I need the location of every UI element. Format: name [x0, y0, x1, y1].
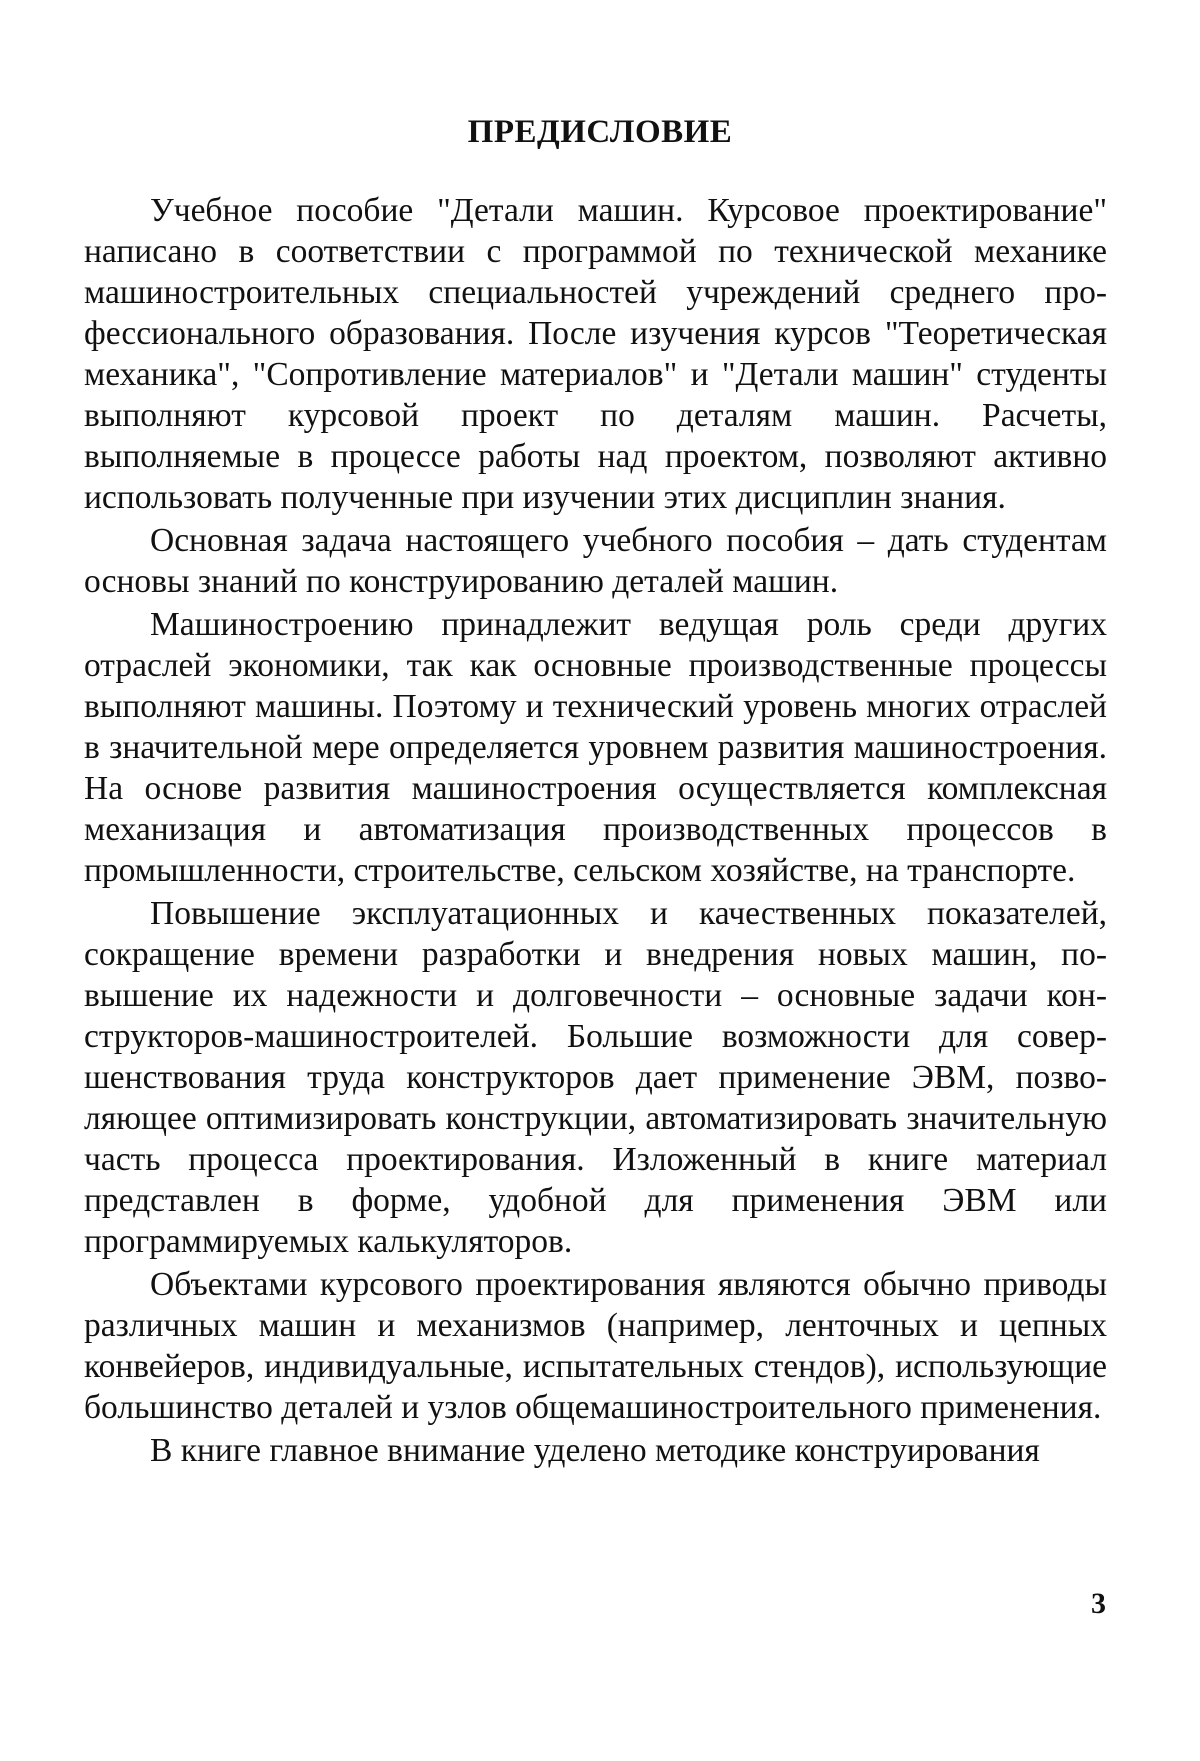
page-number: 3	[1091, 1587, 1106, 1620]
paragraph-1: Учебное пособие "Детали машин. Курсовое проектирование" написано в соответствии с программой по технической механике машиностроительных специальностей учреждений среднего профессионального образования. После изучения курсов "Теоретическая механика", "Сопротивление материалов" и "Детали машин" студенты выполняют курсовой проект по деталям машин. Расчеты, выполняемые в процессе работы над проектом, позволяют активно использовать полученные при изучении этих дисциплин знания.	[84, 192, 1107, 516]
paragraph-5: Объектами курсового проектирования являются обычно приводы различных машин и механизмов (например, ленточных и цепных конвейеров, индивидуальные, испытательных стендов), использующие большинство деталей и узлов общемашиностроительного применения.	[84, 1266, 1107, 1426]
paragraph-2: Основная задача настоящего учебного пособия – дать студентам основы знаний по конструированию деталей машин.	[84, 522, 1107, 600]
body-text	[84, 190, 1107, 1471]
page-title: ПРЕДИСЛОВИЕ	[467, 114, 733, 150]
paragraph-6: В книге главное внимание уделено методике конструирования	[150, 1432, 1040, 1469]
paragraph-3: Машиностроению принадлежит ведущая роль среди других отраслей экономики, так как основные производственные процессы выполняют машины. Поэтому и технический уровень многих отраслей в значительной мере определяется уровнем развития машиностроения. На основе развития машиностроения осуществляется комплексная механизация и автоматизация производственных процессов в промышленности, строительстве, сельском хозяйстве, на транспорте.	[84, 606, 1107, 889]
paragraph-4: Повышение эксплуатационных и качественных показателей, сокращение времени разработки и внедрения новых машин, повышение их надежности и долговечности – основные задачи конструкторов-машиностроителей. Большие возможности для совершенствования труда конструкторов дает применение ЭВМ, позволяющее оптимизировать конструкции, автоматизировать значительную часть процесса проектирования. Изложенный в книге материал представлен в форме, удобной для применения ЭВМ или программируемых калькуляторов.	[84, 895, 1107, 1260]
